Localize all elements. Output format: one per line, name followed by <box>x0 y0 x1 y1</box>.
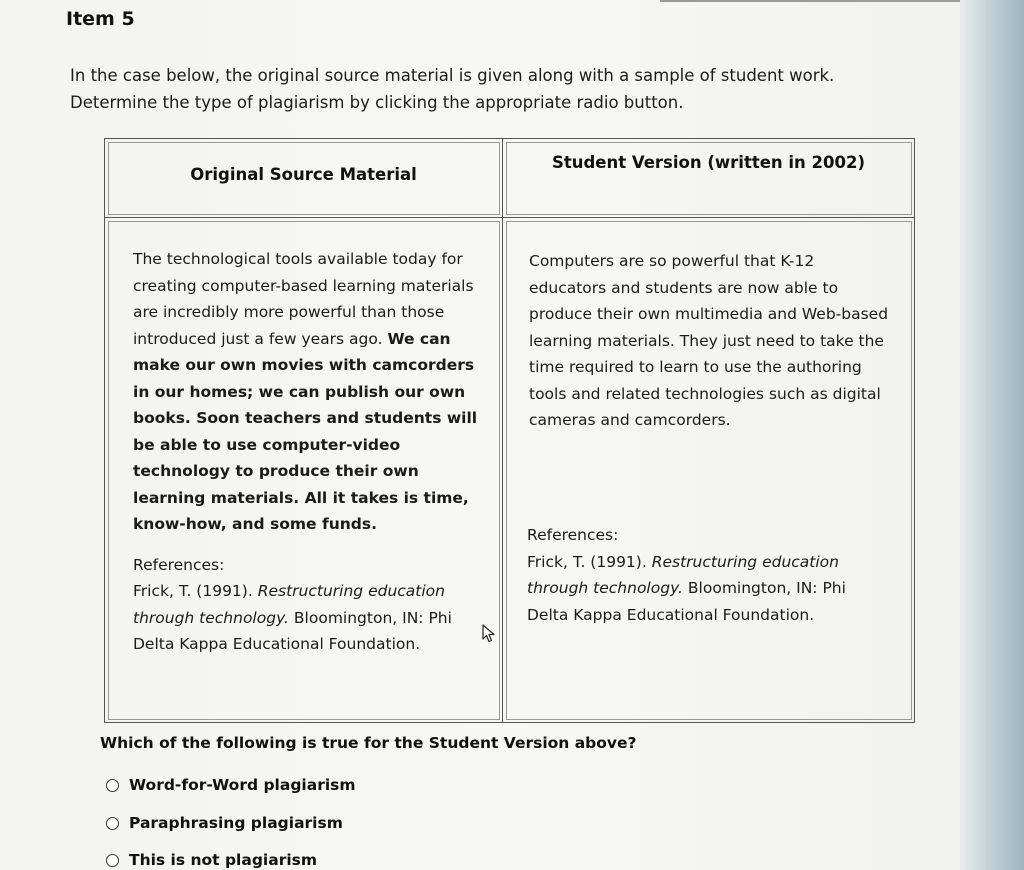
option-paraphrasing[interactable] <box>106 814 343 832</box>
radio-button[interactable] <box>106 817 119 830</box>
original-bold-text: We can make our own movies with camcorders in our homes; we can publish our own books. Soon teachers and students will be able to use computer-video technology to produce their own learning materials. All it takes is time, know-how, and some funds. <box>133 329 478 533</box>
option-label: Word-for-Word plagiarism <box>129 776 356 794</box>
instructions <box>70 62 900 116</box>
original-header: Original Source Material <box>105 139 503 218</box>
option-label: Paraphrasing plagiarism <box>129 814 343 832</box>
top-divider <box>660 0 960 2</box>
option-label: This is not plagiarism <box>129 851 318 869</box>
comparison-table <box>104 138 915 723</box>
original-ref-label: References: <box>133 555 225 574</box>
original-plain-text: The technological tools available today for creating computer-based learning materials are incredibly more powerful than those introduced just a few years ago. <box>133 250 474 348</box>
screen-edge <box>960 0 1024 870</box>
option-word-for-word[interactable] <box>106 776 356 794</box>
mouse-pointer-icon <box>482 624 498 644</box>
item-title: Item 5 <box>66 8 135 30</box>
original-cell <box>105 218 503 723</box>
question-text: Which of the following is true for the Student Version above? <box>100 734 637 752</box>
option-not-plagiarism[interactable] <box>106 851 317 869</box>
original-reference: Frick, T. (1991). Restructuring education through technology. Bloomington, IN: Phi Delta Kappa Educational Foundation. <box>133 582 452 653</box>
student-cell <box>503 218 915 723</box>
instruction-line-2: Determine the type of plagiarism by clicking the appropriate radio button. <box>70 93 684 112</box>
student-reference: References: Frick, T. (1991). Restructuring education through technology. Bloomington, IN: Phi Delta Kappa Educational Foundation. <box>527 522 887 628</box>
instruction-line-1: In the case below, the original source material is given along with a sample of student work. <box>70 66 835 85</box>
radio-button[interactable] <box>106 779 119 792</box>
student-text: Computers are so powerful that K-12 educators and students are now able to produce their own multimedia and Web-based learning materials. They just need to take the time required to learn to use the authoring tools and related technologies such as digital cameras and camcorders. <box>529 252 889 429</box>
student-header: Student Version (written in 2002) <box>503 139 915 218</box>
student-ref-label: References: <box>527 526 619 544</box>
original-text <box>133 246 484 538</box>
radio-button[interactable] <box>106 854 119 867</box>
